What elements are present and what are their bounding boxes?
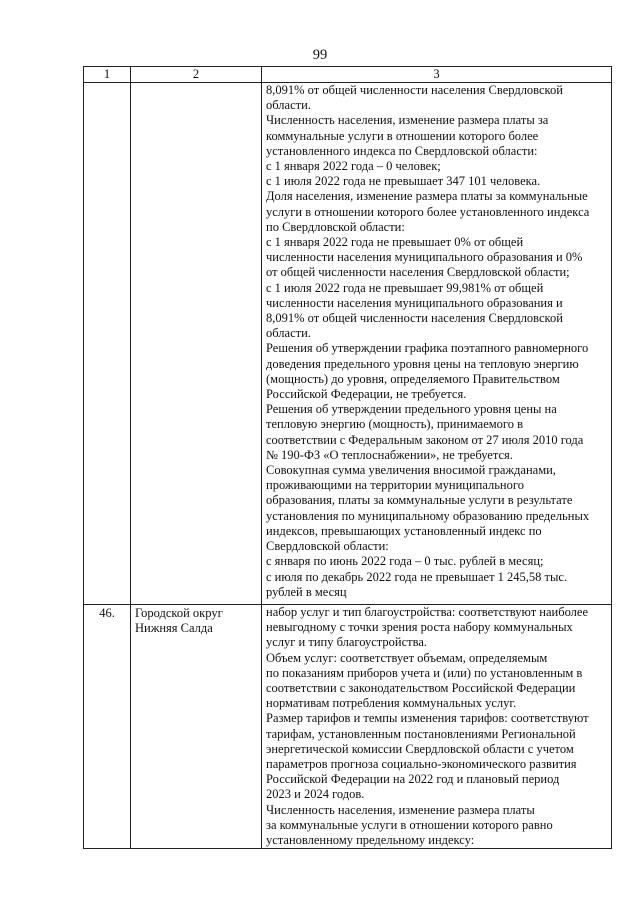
text-line: с июля по декабрь 2022 года не превышает 1 245,58 тыс. [266, 569, 568, 584]
text-line: 2023 и 2024 годов. [266, 787, 365, 802]
table-header-row [84, 67, 612, 83]
text-line: установленному предельному индексу: [266, 833, 475, 848]
text-line: с января по июнь 2022 года – 0 тыс. рублей в месяц; [266, 554, 544, 569]
text-line: с 1 июля 2022 года не превышает 347 101 человека. [266, 174, 541, 189]
header-col-1: 1 [84, 67, 131, 83]
page-number: 99 [312, 47, 328, 63]
text-line: услуги в отношении которого более установленного индекса [266, 204, 590, 219]
description-cell [262, 605, 612, 849]
text-line: численности населения муниципального образования и [266, 295, 563, 310]
text-line: по показаниям приборов учета и (или) по установленным в [266, 665, 583, 680]
text-line: с 1 января 2022 года – 0 человек; [266, 159, 441, 174]
text-line: установленного индекса по Свердловской области: [266, 143, 538, 158]
text-line: области. [266, 326, 311, 341]
text-line: 8,091% от общей численности населения Свердловской [266, 311, 563, 326]
text-line: услуг и типу благоустройства. [266, 635, 428, 650]
text-line: Решения об утверждении графика поэтапного равномерного [266, 341, 589, 356]
municipality-cell [131, 605, 262, 849]
header-col-3: 3 [262, 67, 612, 83]
text-line: Российской Федерации, не требуется. [266, 387, 467, 402]
text-line: области. [266, 98, 311, 113]
text-line: Доля населения, изменение размера платы за коммунальные [266, 189, 588, 204]
text-line: соответствии с Федеральным законом от 27 июля 2010 года [266, 432, 584, 447]
text-line: № 190-ФЗ «О теплоснабжении», не требуется. [266, 447, 513, 462]
indices-table [83, 66, 612, 849]
municipality-name-line: Нижняя Салда [135, 621, 213, 636]
table-row-continued [84, 83, 612, 605]
text-line: образования, платы за коммунальные услуги в результате [266, 493, 573, 508]
table-row-46 [84, 605, 612, 849]
text-line: невыгодному с точки зрения роста набору коммунальных [266, 620, 573, 635]
text-line: доведения предельного уровня цены на тепловую энергию [266, 356, 579, 371]
text-line: Российской Федерации на 2022 год и плановый период [266, 772, 560, 787]
text-line: по Свердловской области: [266, 219, 405, 234]
municipality-cell [131, 83, 262, 605]
text-line: тепловую энергию (мощность), принимаемого в [266, 417, 524, 432]
text-line: за коммунальные услуги в отношении которого равно [266, 817, 553, 832]
row-number-cell: 46. [84, 605, 131, 849]
text-line: тарифам, установленным постановлениями Региональной [266, 726, 576, 741]
text-line: Совокупная сумма увеличения вносимой гражданами, [266, 463, 556, 478]
text-line: Численность населения, изменение размера платы [266, 802, 535, 817]
text-line: нормативам потребления коммунальных услуг. [266, 696, 517, 711]
description-cell [262, 83, 612, 605]
text-line: Размер тарифов и темпы изменения тарифов: соответствуют [266, 711, 589, 726]
text-line: проживающими на территории муниципального [266, 478, 524, 493]
text-line: Свердловской области: [266, 539, 389, 554]
text-line: соответствии с законодательством Российской Федерации [266, 681, 576, 696]
text-line: коммунальные услуги в отношении которого более [266, 128, 539, 143]
text-line: 8,091% от общей численности населения Свердловской [266, 83, 563, 97]
text-line: набор услуг и тип благоустройства: соответствуют наиболее [266, 605, 589, 619]
text-line: с 1 января 2022 года не превышает 0% от общей [266, 235, 524, 250]
municipality-name-line: Городской округ [135, 606, 223, 620]
text-line: численности населения муниципального образования и 0% [266, 250, 583, 265]
row-number-cell [84, 83, 131, 605]
text-line: Решения об утверждении предельного уровня цены на [266, 402, 557, 417]
text-line: рублей в месяц [266, 584, 347, 599]
text-line: Численность населения, изменение размера платы за [266, 113, 549, 128]
text-line: установления по муниципальному образованию предельных [266, 508, 590, 523]
text-line: (мощность) до уровня, определяемого Правительством [266, 371, 560, 386]
text-line: индексов, превышающих установленный индекс по [266, 523, 542, 538]
header-col-2: 2 [131, 67, 262, 83]
text-line: параметров прогноза социально-экономического развития [266, 757, 577, 772]
text-line: Объем услуг: соответствует объемам, определяемым [266, 650, 548, 665]
text-line: от общей численности населения Свердловской области; [266, 265, 570, 280]
text-line: энергетической комиссии Свердловской области с учетом [266, 741, 574, 756]
text-line: с 1 июля 2022 года не превышает 99,981% от общей [266, 280, 544, 295]
